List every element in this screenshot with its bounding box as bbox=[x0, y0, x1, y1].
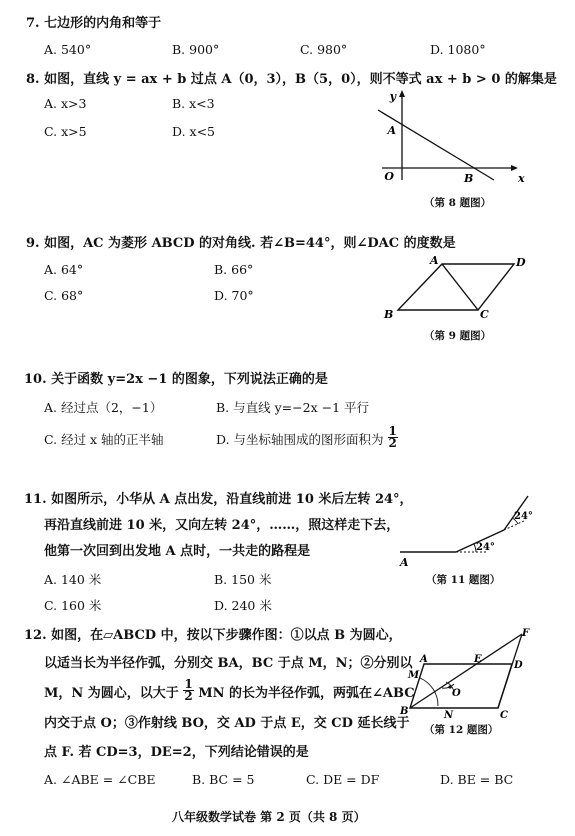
q8-label-y: y bbox=[389, 90, 396, 103]
q9-option-d: D. 70° bbox=[214, 288, 254, 303]
q12-arc-mn bbox=[420, 678, 438, 706]
q8-line bbox=[378, 110, 494, 180]
q8-stem: 8. 如图，直线 y = ax + b 过点 A（0，3），B（5，0），则不等式 ax + b > 0 的解集是 bbox=[26, 72, 557, 87]
q12-label-m: M bbox=[408, 670, 420, 681]
q11-line-1: 11. 如图所示，小华从 A 点出发，沿直线前进 10 米后左转 24°， bbox=[24, 492, 413, 507]
q12-cd-extension bbox=[498, 634, 522, 708]
q11-line-3: 他第一次回到出发地 A 点时，一共走的路程是 bbox=[44, 544, 311, 559]
q10-option-d bbox=[216, 424, 398, 450]
q9-stem: 9. 如图，AC 为菱形 ABCD 的对角线. 若∠B=44°，则∠DAC 的度数是 bbox=[26, 236, 456, 251]
q9-diagonal-ac bbox=[442, 264, 478, 310]
q12-parallelogram bbox=[410, 664, 512, 708]
q11-angle-label-2: 24° bbox=[514, 511, 533, 522]
q10-option-c: C. 经过 x 轴的正半轴 bbox=[44, 432, 164, 447]
q8-label-o: O bbox=[384, 170, 394, 183]
q8-x-arrow bbox=[511, 165, 518, 171]
q11-option-d: D. 240 米 bbox=[214, 598, 272, 613]
q8-figure bbox=[368, 88, 528, 188]
q12-option-c: C. DE = DF bbox=[306, 772, 380, 787]
q11-option-a: A. 140 米 bbox=[44, 572, 102, 587]
q12-fraction-denominator: 2 bbox=[184, 689, 193, 703]
q8-label-x: x bbox=[518, 172, 525, 185]
q9-option-c: C. 68° bbox=[44, 288, 84, 303]
q8-option-a: A. x>3 bbox=[44, 96, 87, 111]
q12-label-c: C bbox=[500, 710, 508, 721]
q12-ray-bf bbox=[410, 634, 522, 708]
q10-fraction bbox=[388, 426, 398, 449]
q12-label-o: O bbox=[452, 688, 461, 699]
q11-label-a: A bbox=[400, 556, 409, 569]
q10-fraction-numerator: 1 bbox=[388, 424, 397, 438]
q12-line-3 bbox=[44, 677, 415, 703]
q10-option-a: A. 经过点（2，−1） bbox=[44, 400, 163, 415]
q12-line-3-pre: M，N 为圆心，以大于 bbox=[44, 686, 179, 701]
q11-line-2: 再沿直线前进 10 米，又向左转 24°，……，照这样走下去， bbox=[44, 518, 400, 533]
q12-label-f: F bbox=[522, 628, 530, 639]
q7-stem: 7. 七边形的内角和等于 bbox=[26, 16, 162, 31]
q9-option-b: B. 66° bbox=[214, 262, 254, 277]
q12-option-a: A. ∠ABE = ∠CBE bbox=[44, 772, 156, 787]
q9-figure bbox=[380, 254, 540, 326]
q7-option-d: D. 1080° bbox=[430, 42, 486, 57]
q12-line-3-post: MN 的长为半径作弧，两弧在∠ABC bbox=[198, 686, 415, 701]
q10-option-b: B. 与直线 y=−2x −1 平行 bbox=[216, 400, 369, 415]
q12-fraction-numerator: 1 bbox=[184, 677, 193, 691]
q9-label-d: D bbox=[516, 256, 526, 269]
q8-label-b: B bbox=[464, 172, 474, 185]
q8-option-d: D. x<5 bbox=[172, 124, 215, 139]
q11-option-c: C. 160 米 bbox=[44, 598, 102, 613]
q12-line-1: 12. 如图，在▱ABCD 中，按以下步骤作图：①以点 B 为圆心， bbox=[24, 628, 402, 643]
q9-label-c: C bbox=[480, 308, 489, 321]
q9-option-a: A. 64° bbox=[44, 262, 84, 277]
q7-option-a: A. 540° bbox=[44, 42, 92, 57]
q9-rhombus bbox=[398, 264, 514, 310]
q8-y-arrow bbox=[399, 90, 405, 97]
q10-fraction-denominator: 2 bbox=[388, 436, 397, 450]
q12-label-n: N bbox=[444, 710, 454, 721]
q10-option-d-text: D. 与坐标轴围成的图形面积为 bbox=[216, 432, 384, 447]
q9-label-b: B bbox=[384, 308, 394, 321]
q12-line-5: 点 F. 若 CD=3，DE=2，下列结论错误的是 bbox=[44, 745, 309, 760]
q12-caption: （第 12 题图） bbox=[424, 724, 499, 736]
q12-label-e: E bbox=[474, 654, 482, 665]
q11-figure bbox=[394, 494, 544, 568]
q12-option-b: B. BC = 5 bbox=[192, 772, 255, 787]
q12-label-b: B bbox=[400, 706, 409, 717]
q12-label-d: D bbox=[514, 660, 523, 671]
q10-stem: 10. 关于函数 y=2x −1 的图象，下列说法正确的是 bbox=[24, 372, 328, 387]
q11-caption: （第 11 题图） bbox=[426, 574, 501, 586]
q8-caption: （第 8 题图） bbox=[424, 197, 492, 209]
q11-option-b: B. 150 米 bbox=[214, 572, 272, 587]
q12-figure bbox=[398, 626, 538, 721]
q7-option-b: B. 900° bbox=[172, 42, 220, 57]
q12-line-4: 内交于点 O；③作射线 BO，交 AD 于点 E，交 CD 延长线于 bbox=[44, 716, 410, 731]
q8-option-c: C. x>5 bbox=[44, 124, 87, 139]
q12-line-2: 以适当长为半径作弧，分别交 BA，BC 于点 M，N；②分别以 bbox=[44, 656, 413, 671]
q12-fraction bbox=[183, 679, 193, 702]
q8-option-b: B. x<3 bbox=[172, 96, 215, 111]
q9-caption: （第 9 题图） bbox=[424, 330, 492, 342]
q11-angle-label-1: 24° bbox=[476, 542, 495, 553]
q12-label-a: A bbox=[420, 654, 428, 665]
q9-label-a: A bbox=[430, 254, 439, 267]
q7-option-c: C. 980° bbox=[300, 42, 348, 57]
q12-option-d: D. BE = BC bbox=[440, 772, 514, 787]
page-footer: 八年级数学试卷 第 2 页（共 8 页） bbox=[172, 810, 366, 824]
q8-label-a: A bbox=[387, 124, 396, 137]
